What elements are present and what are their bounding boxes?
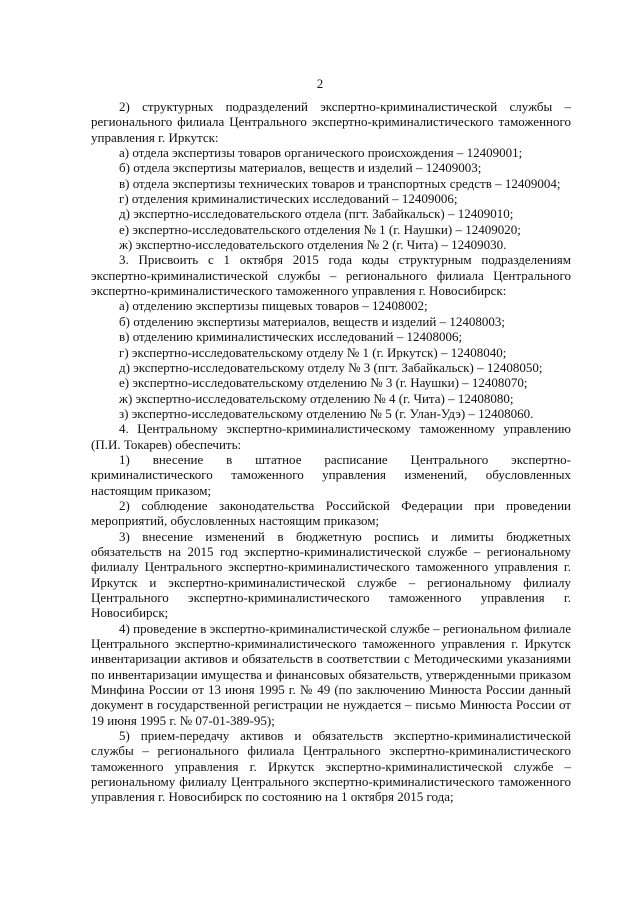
list-item: е) экспертно-исследовательского отделения № 1 (г. Наушки) – 12409020; (119, 221, 521, 237)
list-item: ж) экспертно-исследовательского отделения № 2 (г. Чита) – 12409030. (119, 237, 507, 253)
paragraph: 3. Присвоить с 1 октября 2015 года коды структурным подразделениям экспертно-криминалистической службы – регионального филиала Центрального экспертно-криминалистического таможенного управления г. Новосибирск: (91, 252, 571, 299)
paragraph: 2) соблюдение законодательства Российской Федерации при проведении мероприятий, обусловленных настоящим приказом; (91, 497, 571, 529)
page-number: 2 (316, 76, 324, 91)
list-item: г) отделения криминалистических исследований – 12409006; (119, 191, 458, 207)
list-item: б) отдела экспертизы материалов, веществ и изделий – 12409003; (119, 160, 482, 176)
paragraph: 4) проведение в экспертно-криминалистической службе – региональном филиале Центрального экспертно-криминалистического таможенного управления г. Иркутск инвентаризации активов и обязательств в соответствии с Методическими указаниями по инвентаризации имущества и финансовых обязательств, утвержденными приказом Минфина России от 13 июня 1995 г. № 49 (по заключению Минюста России данный документ в государственной регистрации не нуждается – письмо Минюста России от 19 июня 1995 г. № 07-01-389-95); (91, 620, 571, 728)
list-item: ж) экспертно-исследовательскому отделению № 4 (г. Чита) – 12408080; (119, 390, 514, 406)
list-item: г) экспертно-исследовательскому отделу № 1 (г. Иркутск) – 12408040; (119, 344, 507, 360)
list-item: е) экспертно-исследовательскому отделению № 3 (г. Наушки) – 12408070; (119, 375, 528, 391)
list-item: а) отдела экспертизы товаров органического происхождения – 12409001; (119, 145, 523, 161)
list-item: в) отдела экспертизы технических товаров и транспортных средств – 12409004; (119, 175, 561, 191)
paragraph: 1) внесение в штатное расписание Центрального экспертно-криминалистического таможенного управления изменений, обусловленных настоящим приказом; (91, 451, 571, 498)
paragraph: 2) структурных подразделений экспертно-криминалистической службы – регионального филиала Центрального экспертно-криминалистического таможенного управления г. Иркутск: (91, 99, 571, 145)
paragraph: 5) прием-передачу активов и обязательств экспертно-криминалистической службы – регионального филиала Центрального экспертно-криминалистического таможенного управления г. Иркутск экспертно-криминалистической службе – региональному филиалу Центрального экспертно-криминалистического таможенного управления г. Новосибирск по состоянию на 1 октября 2015 года; (91, 728, 571, 805)
list-item: б) отделению экспертизы материалов, веществ и изделий – 12408003; (119, 313, 505, 329)
list-item: д) экспертно-исследовательского отдела (пгт. Забайкальск) – 12409010; (119, 206, 514, 222)
paragraph: 4. Центральному экспертно-криминалистическому таможенному управлению (П.И. Токарев) обеспечить: (91, 421, 571, 452)
list-item: д) экспертно-исследовательскому отделу № 3 (пгт. Забайкальск) – 12408050; (119, 359, 543, 375)
paragraph: 3) внесение изменений в бюджетную роспись и лимиты бюджетных обязательств на 2015 год экспертно-криминалистической службе – региональному филиалу Центрального экспертно-криминалистического таможенного управления г. Иркутск и экспертно-криминалистической службе – региональному филиалу Центрального экспертно-криминалистического таможенного управления г. Новосибирск; (91, 528, 571, 621)
list-item: з) экспертно-исследовательскому отделению № 5 (г. Улан-Удэ) – 12408060. (119, 405, 534, 421)
document-body (91, 99, 571, 805)
list-item: а) отделению экспертизы пищевых товаров – 12408002; (119, 298, 428, 314)
list-item: в) отделению криминалистических исследований – 12408006; (119, 329, 463, 345)
